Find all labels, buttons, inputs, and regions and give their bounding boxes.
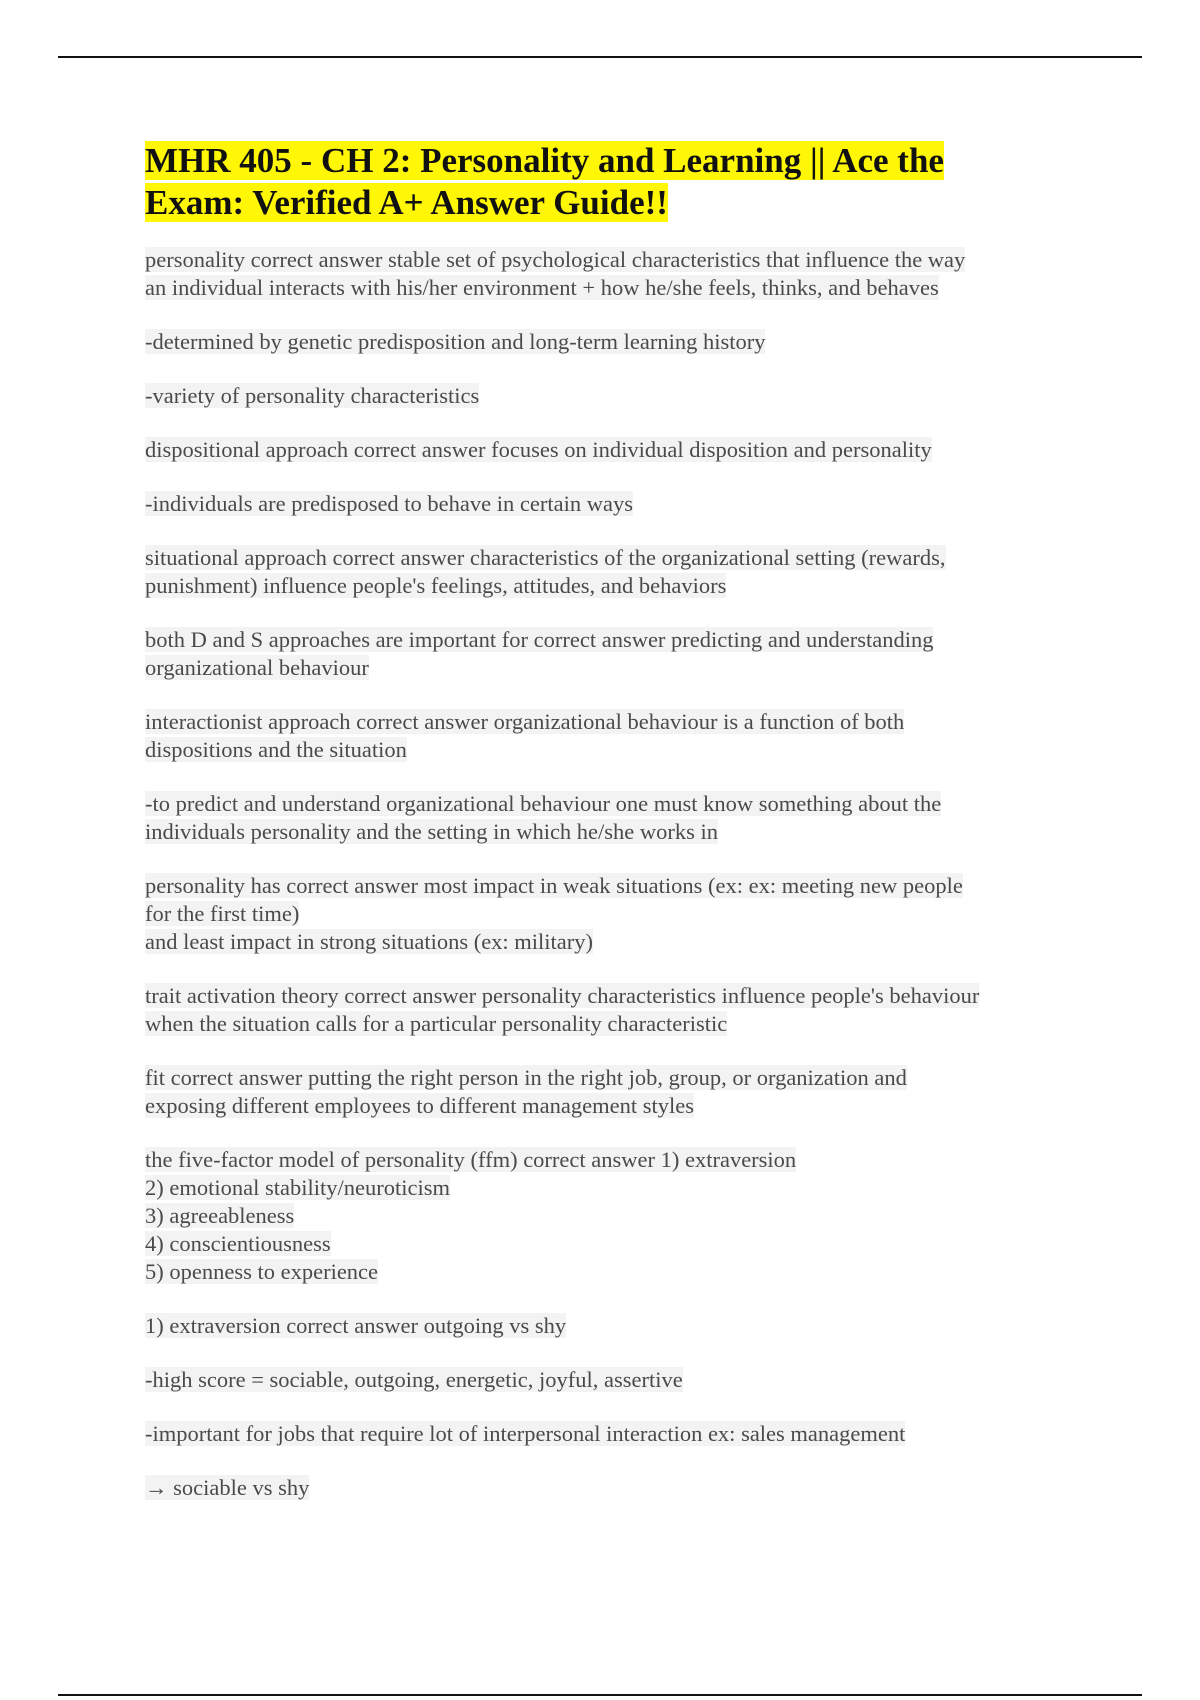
flashcard-paragraph [145, 982, 1065, 1038]
flashcard-paragraph [145, 544, 1065, 600]
flashcard-paragraph [145, 436, 1065, 464]
top-rule [58, 56, 1142, 58]
flashcard-paragraph [145, 1146, 1065, 1286]
text-line-content: and least impact in strong situations (ex: military) [145, 929, 594, 954]
flashcard-paragraph [145, 1366, 1065, 1394]
flashcard-paragraph [145, 382, 1065, 410]
text-line [145, 818, 1065, 846]
flashcard-paragraph [145, 246, 1065, 302]
text-line-content: -individuals are predisposed to behave in certain ways [145, 491, 633, 516]
text-line-content: situational approach correct answer characteristics of the organizational setting (rewards, [145, 545, 946, 570]
text-line [145, 1230, 1065, 1258]
text-line [145, 900, 1065, 928]
text-line-content: -high score = sociable, outgoing, energetic, joyful, assertive [145, 1367, 683, 1392]
flashcard-paragraph [145, 328, 1065, 356]
text-line [145, 490, 1065, 518]
flashcard-paragraph [145, 872, 1065, 956]
text-line-content: both D and S approaches are important for correct answer predicting and understanding [145, 627, 934, 652]
text-line [145, 1174, 1065, 1202]
flashcard-paragraph [145, 708, 1065, 764]
text-line-content: -variety of personality characteristics [145, 383, 480, 408]
flashcard-paragraph [145, 1420, 1065, 1448]
text-line [145, 626, 1065, 654]
text-line-content: when the situation calls for a particular personality characteristic [145, 1011, 728, 1036]
flashcard-paragraph [145, 1312, 1065, 1340]
text-line [145, 1146, 1065, 1174]
text-line-content: 2) emotional stability/neuroticism [145, 1175, 450, 1200]
text-line [145, 654, 1065, 682]
text-line [145, 1474, 1065, 1502]
bottom-rule [58, 1694, 1142, 1696]
title-line: Exam: Verified A+ Answer Guide!! [145, 183, 668, 222]
text-line [145, 872, 1065, 900]
text-line-content: → sociable vs shy [145, 1475, 310, 1500]
text-line [145, 1064, 1065, 1092]
flashcard-paragraph [145, 490, 1065, 518]
text-line-content: 5) openness to experience [145, 1259, 379, 1284]
text-line [145, 1312, 1065, 1340]
text-line-content: fit correct answer putting the right person in the right job, group, or organization and [145, 1065, 907, 1090]
text-line [145, 544, 1065, 572]
text-line-content: an individual interacts with his/her environment + how he/she feels, thinks, and behaves [145, 275, 939, 300]
flashcard-paragraph [145, 1474, 1065, 1502]
text-line-content: exposing different employees to different management styles [145, 1093, 695, 1118]
text-line-content: personality has correct answer most impact in weak situations (ex: ex: meeting new people [145, 873, 963, 898]
text-line [145, 274, 1065, 302]
text-line [145, 1202, 1065, 1230]
text-line-content: 1) extraversion correct answer outgoing vs shy [145, 1313, 567, 1338]
text-line [145, 1420, 1065, 1448]
document-title [145, 140, 1065, 224]
text-line-content: -determined by genetic predisposition and long-term learning history [145, 329, 766, 354]
flashcard-paragraph [145, 626, 1065, 682]
text-line [145, 328, 1065, 356]
text-line [145, 790, 1065, 818]
text-line [145, 572, 1065, 600]
text-line-content: -important for jobs that require lot of interpersonal interaction ex: sales management [145, 1421, 906, 1446]
text-line [145, 708, 1065, 736]
text-line-content: dispositions and the situation [145, 737, 407, 762]
text-line-content: 3) agreeableness [145, 1203, 295, 1228]
paragraph-list [145, 246, 1065, 1502]
text-line-content: 4) conscientiousness [145, 1231, 331, 1256]
text-line [145, 1366, 1065, 1394]
text-line-content: trait activation theory correct answer personality characteristics influence people's behaviour [145, 983, 980, 1008]
text-line-content: the five-factor model of personality (ffm) correct answer 1) extraversion [145, 1147, 797, 1172]
text-line-content: for the first time) [145, 901, 300, 926]
text-line-content: punishment) influence people's feelings, attitudes, and behaviors [145, 573, 727, 598]
text-line [145, 382, 1065, 410]
text-line [145, 1092, 1065, 1120]
text-line [145, 982, 1065, 1010]
text-line-content: individuals personality and the setting in which he/she works in [145, 819, 719, 844]
text-line-content: personality correct answer stable set of psychological characteristics that influence the way [145, 247, 966, 272]
text-line-content: dispositional approach correct answer focuses on individual disposition and personality [145, 437, 932, 462]
text-line [145, 1258, 1065, 1286]
text-line [145, 736, 1065, 764]
text-line [145, 1010, 1065, 1038]
text-line-content: -to predict and understand organizational behaviour one must know something about the [145, 791, 942, 816]
title-line: MHR 405 - CH 2: Personality and Learning || Ace the [145, 141, 944, 180]
document-body [145, 140, 1065, 1528]
text-line-content: interactionist approach correct answer organizational behaviour is a function of both [145, 709, 905, 734]
flashcard-paragraph [145, 790, 1065, 846]
text-line [145, 246, 1065, 274]
text-line-content: organizational behaviour [145, 655, 369, 680]
flashcard-paragraph [145, 1064, 1065, 1120]
text-line [145, 436, 1065, 464]
text-line [145, 928, 1065, 956]
